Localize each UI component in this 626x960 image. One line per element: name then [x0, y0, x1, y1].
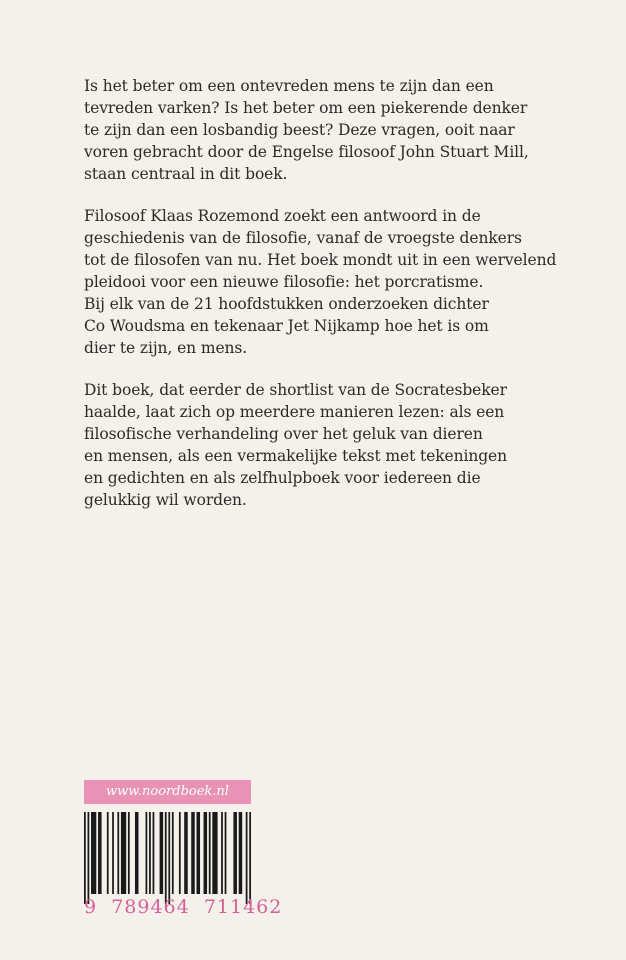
- text-line: Co Woudsma en tekenaar Jet Nijkamp hoe het is om: [84, 317, 489, 335]
- text-line: Dit boek, dat eerder de shortlist van de Socratesbeker: [84, 381, 507, 399]
- barcode-bar: [84, 812, 86, 904]
- barcode-bar: [172, 812, 174, 894]
- blurb-paragraph-1: [84, 75, 564, 185]
- barcode-bar: [149, 812, 151, 894]
- isbn-group-1: 789464: [111, 896, 190, 918]
- barcode-bar: [249, 812, 251, 904]
- barcode-bar: [204, 812, 208, 894]
- barcode-bar: [221, 812, 223, 894]
- barcode-bar: [98, 812, 102, 894]
- text-line: Is het beter om een ontevreden mens te zijn dan een: [84, 77, 494, 95]
- barcode-bar: [197, 812, 201, 894]
- barcode-bar: [121, 812, 126, 894]
- text-line: haalde, laat zich op meerdere manieren lezen: als een: [84, 403, 505, 421]
- barcode-bar: [179, 812, 181, 894]
- barcode-bar: [153, 812, 155, 894]
- text-line: staan centraal in dit boek.: [84, 165, 288, 183]
- text-line: filosofische verhandeling over het geluk van dieren: [84, 425, 483, 443]
- text-line: tot de filosofen van nu. Het boek mondt uit in een wervelend: [84, 251, 557, 269]
- barcode-bar: [117, 812, 119, 894]
- barcode-bar: [246, 812, 248, 904]
- text-line: en gedichten en als zelfhulpboek voor iedereen die: [84, 469, 481, 487]
- barcode-bar: [88, 812, 90, 904]
- back-cover-blurb: [84, 75, 564, 531]
- blurb-paragraph-3: [84, 379, 564, 511]
- isbn-first-digit: 9: [84, 896, 98, 918]
- barcode-bar: [168, 812, 170, 904]
- barcode-bar: [212, 812, 217, 894]
- barcode-bar: [233, 812, 237, 894]
- barcode-bar: [146, 812, 148, 894]
- text-line: en mensen, als een vermakelijke tekst met tekeningen: [84, 447, 507, 465]
- isbn-barcode: [84, 812, 251, 904]
- text-line: tevreden varken? Is het beter om een piekerende denker: [84, 99, 528, 117]
- barcode-bar: [209, 812, 211, 894]
- barcode-bar: [184, 812, 188, 894]
- text-line: Bij elk van de 21 hoofdstukken onderzoeken dichter: [84, 295, 489, 313]
- text-line: gelukkig wil worden.: [84, 491, 247, 509]
- isbn-group-2: 711462: [203, 896, 283, 918]
- barcode-bar: [191, 812, 195, 894]
- barcode-bar: [135, 812, 139, 894]
- text-line: pleidooi voor een nieuwe filosofie: het porcratisme.: [84, 273, 484, 291]
- text-line: geschiedenis van de filosofie, vanaf de vroegste denkers: [84, 229, 522, 247]
- isbn-number: [84, 895, 282, 919]
- text-line: dier te zijn, en mens.: [84, 339, 248, 357]
- barcode-bar: [112, 812, 114, 894]
- barcode-bar: [160, 812, 164, 894]
- barcode-bar: [165, 812, 167, 904]
- barcode-bar: [239, 812, 243, 894]
- text-line: Filosoof Klaas Rozemond zoekt een antwoord in de: [84, 207, 481, 225]
- text-line: voren gebracht door de Engelse filosoof John Stuart Mill,: [84, 143, 529, 161]
- barcode-bar: [107, 812, 109, 894]
- barcode-bar: [225, 812, 227, 894]
- barcode-bar: [128, 812, 130, 894]
- blurb-paragraph-2: [84, 205, 564, 359]
- publisher-url-label: www.noordboek.nl: [84, 780, 251, 804]
- barcode-bar: [91, 812, 96, 894]
- text-line: te zijn dan een losbandig beest? Deze vragen, ooit naar: [84, 121, 515, 139]
